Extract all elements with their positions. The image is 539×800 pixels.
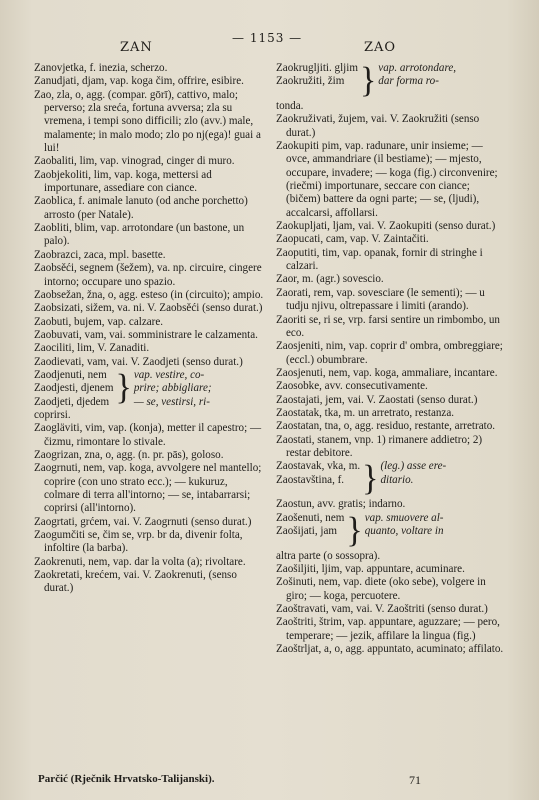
brace-definition: — se, vestirsi, ri- — [133, 395, 210, 408]
dictionary-entry: Zaoputiti, tim, vap. opanak, fornir di stringhe i calzari. — [276, 246, 483, 273]
brace-definition: prire; abbigliare; — [133, 382, 212, 395]
dictionary-entry: Zanudjati, djam, vap. koga čim, offrire, esibire. — [34, 75, 244, 88]
dictionary-entry: Zaociliti, lim, V. Zanaditi. — [34, 342, 150, 355]
brace-entry: Zaodjesti, djenem — [34, 382, 114, 395]
dictionary-entry: Zaoriti se, ri se, vrp. farsi sentire un rimbombo, un eco. — [276, 313, 500, 339]
dictionary-entry: Zaobsizati, sižem, va. ni. V. Zaobsěći (senso durat.) — [34, 302, 263, 315]
right-column — [276, 62, 506, 656]
dictionary-entry: Zaogumčiti se, čim se, vrp. br da, divenir folta, infoltire (la barba). — [34, 529, 243, 555]
dictionary-entry: Zošinuti, nem, vap. diete (oko sebe), volgere in giro; — koga, percuotere. — [276, 576, 486, 602]
dictionary-entry: Zaošiljiti, ljim, vap. appuntare, acuminare. — [276, 562, 465, 575]
brace-definition: (leg.) asse ere- — [380, 460, 447, 473]
dictionary-entry: Zaostajati, jem, vai. V. Zaostati (senso durat.) — [276, 393, 478, 406]
page-number: — 1153 — — [232, 31, 303, 45]
brace-definition: quanto, voltare in — [364, 524, 444, 537]
brace-entry: Zaokružiti, žim — [276, 75, 345, 88]
dictionary-entry: tonda. — [276, 100, 304, 112]
brace-entry: Zaokrugljiti. gljim — [276, 62, 358, 74]
brace-group — [276, 512, 506, 550]
brace-definition: dar forma ro- — [378, 75, 439, 88]
dictionary-entry: Zaobuvati, vam, vai. somministrare le calzamenta. — [34, 328, 258, 341]
dictionary-entry: Zanovjetka, f. inezia, scherzo. — [34, 62, 168, 74]
footer-signature: 71 — [409, 773, 421, 787]
brace-entry: Zaostavština, f. — [276, 473, 345, 486]
brace-group — [34, 369, 266, 409]
dictionary-entry: Zaostun, avv. gratis; indarno. — [276, 498, 406, 511]
dictionary-entry: Zao, zla, o, agg. (compar. gōrī), cattivo, malo; perverso; zla sreća, fortuna avversa; zla su vremena, i tempi sono difficili; zlo (avv.) male, malamente; in malo modo; zlo po nj(ega)! guai a lui! — [34, 88, 261, 155]
brace-entry: Zaostavak, vka, m. — [276, 460, 361, 473]
dictionary-entry: Zaobsěći, segnem (šežem), va. np. circuire, cingere intorno; occupare uno spazio. — [34, 262, 262, 288]
brace-definition: vap. vestire, co- — [133, 368, 205, 381]
dictionary-entry: Zaoblica, f. animale lanuto (od anche porchetto) arrosto (per Natale). — [34, 195, 248, 221]
brace-entry: Zaodjenuti, nem — [34, 368, 107, 381]
dictionary-entry: Zaobaliti, lim, vap. vinograd, cinger di muro. — [34, 155, 235, 168]
brace-group — [276, 62, 506, 100]
dictionary-entry: Zaoštravati, vam, vai. V. Zaoštriti (senso durat.) — [276, 603, 488, 615]
dictionary-entry: Zaodievati, vam, vai. V. Zaodjeti (senso durat.) — [34, 355, 243, 368]
dictionary-entry: Zaoštrljat, a, o, agg. appuntato, acuminato; affilato. — [276, 643, 504, 656]
brace-definition: vap. arrotondare, — [378, 62, 457, 74]
brace-entry: Zaodjeti, djedem — [34, 395, 110, 408]
dictionary-entry: Zaosjenuti, nem, vap. koga, ammaliare, incantare. — [276, 366, 498, 379]
brace-group — [276, 460, 506, 498]
brace-icon: } — [346, 510, 363, 550]
dictionary-entry: Zaogrnuti, nem, vap. koga, avvolgere nel mantello; coprire (con uno strato ecc.); — kukuruz, colmare di terra all'intorno; — se, intabarrarsi; coprirsi (all'intorno). — [34, 462, 262, 515]
dictionary-entry: altra parte (o sossopra). — [276, 549, 381, 562]
dictionary-entry: Zaoštriti, štrim, vap. appuntare, aguzzare; — pero, temperare; — jezik, affilare la lingua (fig.) — [276, 616, 500, 642]
dictionary-entry: coprirsi. — [34, 408, 71, 421]
dictionary-entry: Zaostatak, tka, m. un arretrato, restanza. — [276, 406, 455, 419]
brace-icon: } — [362, 459, 379, 499]
brace-icon: } — [359, 61, 377, 100]
brace-definition: vap. smuovere al- — [364, 511, 444, 524]
dictionary-entry: Zaokruživati, žujem, vai. V. Zaokružiti (senso durat.) — [276, 113, 480, 139]
dictionary-entry: Zaokupiti pim, vap. radunare, unir insieme; — ovce, ammandriare (il bestiame); — mjesto, occupare, invadere; — koga (fig.) circonvenire; (riečmi) importunare, seccare con ciance; (bičem) battere da ogni parte; — se, (ljudi), accalcarsi, affollarsi. — [276, 140, 498, 219]
dictionary-entry: Zaokrenuti, nem, vap. dar la volta (a); rivoltare. — [34, 555, 246, 568]
brace-entry: Zaošijati, jam — [276, 524, 337, 537]
dictionary-entry: Zaopucati, cam, vap. V. Zaintačiti. — [276, 233, 429, 246]
dictionary-entry: Zaostatan, tna, o, agg. residuo, restante, arretrato. — [276, 420, 496, 433]
dictionary-entry: Zaosjeniti, nim, vap. coprir d' ombra, ombreggiare; (eccl.) obumbrare. — [276, 340, 503, 366]
dictionary-entry: Zaokretati, krećem, vai. V. Zaokrenuti, (senso durat.) — [34, 569, 237, 595]
dictionary-entry: Zaostati, stanem, vnp. 1) rimanere addietro; 2) restar debitore. — [276, 433, 483, 459]
brace-icon: } — [115, 367, 132, 407]
header-left-guideword: ZAN — [120, 40, 153, 55]
dictionary-entry: Zaor, m. (agr.) sovescio. — [276, 273, 384, 286]
dictionary-entry: Zaobsežan, žna, o, agg. esteso (in (circuito); ampio. — [34, 288, 264, 301]
dictionary-entry: Zaogläviti, vim, vap. (konja), metter il capestro; — čizmu, rimontare lo stivale. — [34, 422, 262, 448]
brace-entry: Zaošenuti, nem — [276, 511, 345, 524]
header-right-guideword: ZAO — [364, 40, 397, 55]
brace-definition: ditario. — [380, 473, 414, 486]
dictionary-entry: Zaobrazci, zaca, mpl. basette. — [34, 248, 166, 261]
dictionary-entry: Zaosobke, avv. consecutivamente. — [276, 380, 428, 393]
dictionary-entry: Zaobliti, blim, vap. arrotondare (un bastone, un palo). — [34, 222, 245, 248]
dictionary-entry: Zaobuti, bujem, vap. calzare. — [34, 315, 164, 328]
dictionary-entry: Zaogrizan, zna, o, agg. (n. pr. pās), goloso. — [34, 448, 224, 461]
dictionary-entry: Zaogrtati, grćem, vai. V. Zaogrnuti (senso durat.) — [34, 515, 252, 528]
dictionary-entry: Zaobjekoliti, lim, vap. koga, mettersi ad importunare, assediare con ciance. — [34, 168, 212, 195]
left-column — [34, 62, 266, 596]
dictionary-entry: Zaorati, rem, vap. sovesciare (le sementi); — u tudju njivu, oltrepassare i limiti (arando). — [276, 286, 485, 313]
dictionary-entry: Zaokupljati, ljam, vai. V. Zaokupiti (senso durat.) — [276, 220, 496, 233]
footer-source: Parčić (Rječnik Hrvatsko-Talijanski). — [38, 773, 215, 785]
